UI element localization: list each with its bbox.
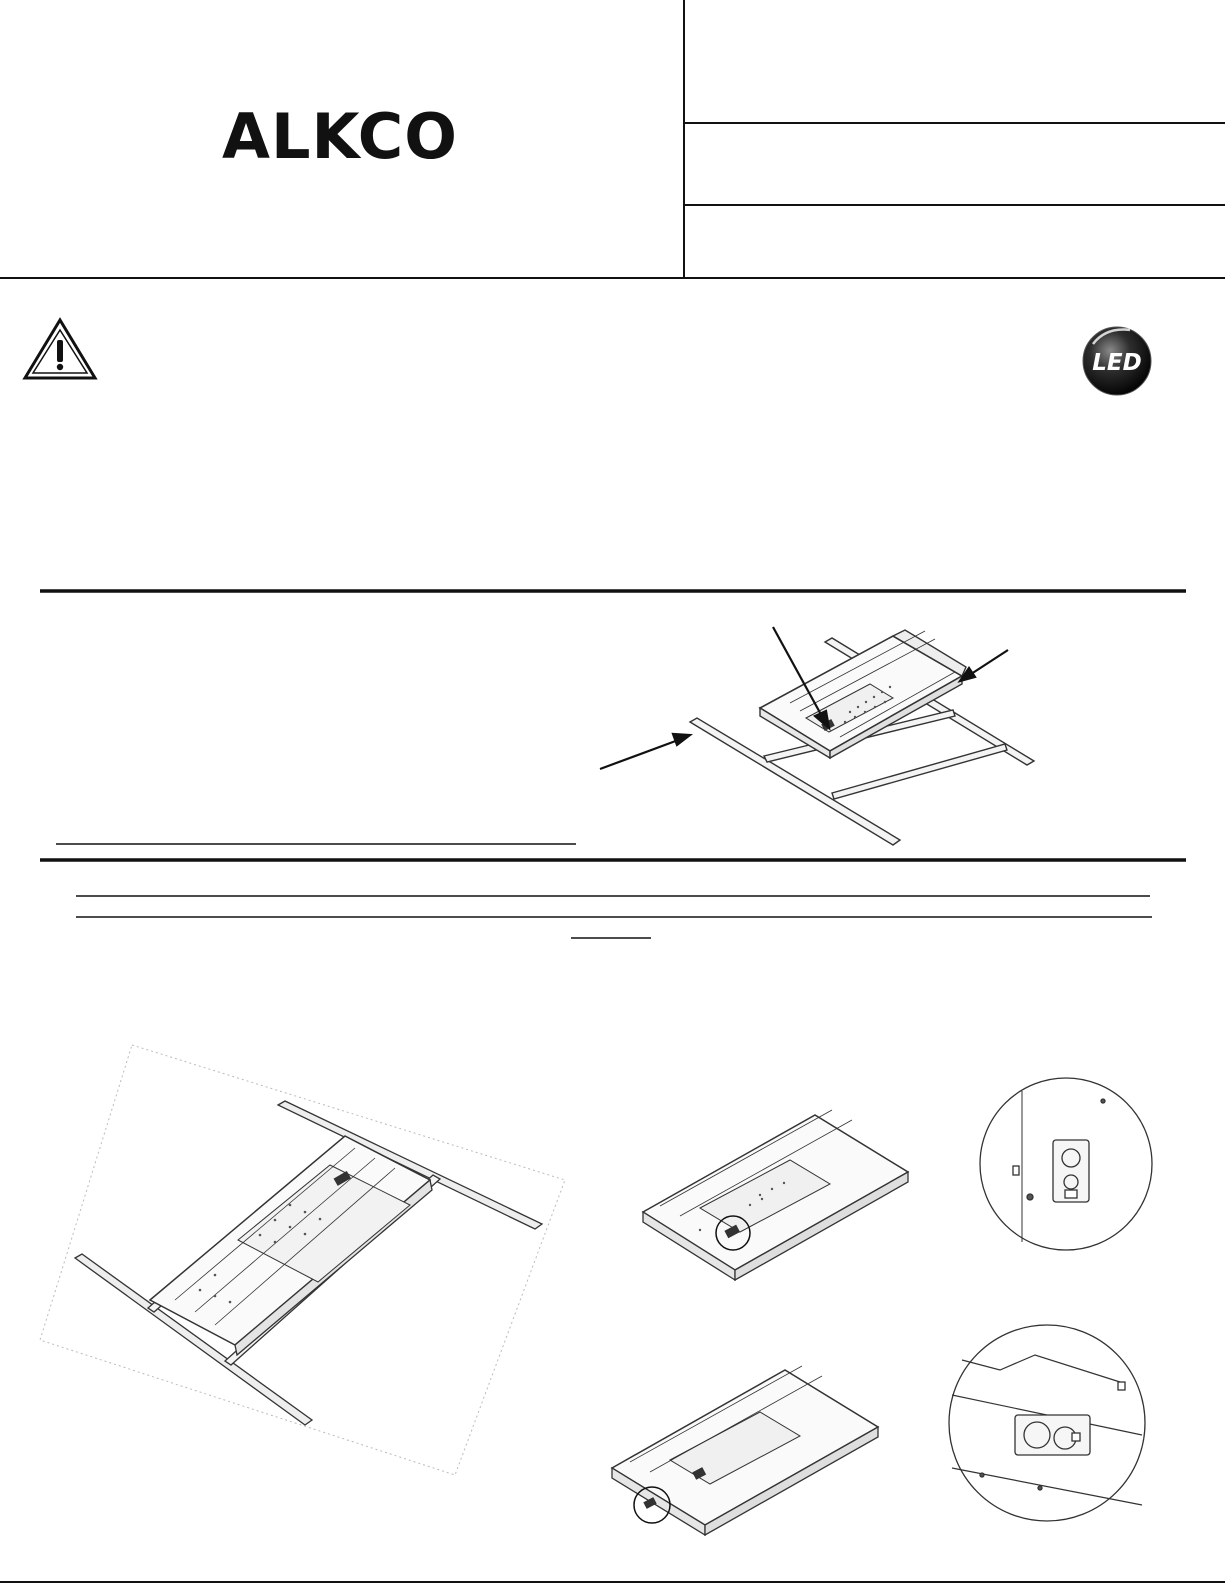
- end-switch-detail-circle: [949, 1325, 1145, 1521]
- fixture-switch-figure-a: [643, 1110, 908, 1280]
- large-install-figure: [40, 1045, 565, 1475]
- led-badge-label: LED: [1092, 350, 1142, 376]
- fixture-switch-figure-b: [612, 1366, 878, 1535]
- header-frame: [0, 0, 1225, 278]
- brand-name: ALKCO: [222, 100, 458, 173]
- switch-detail-circle: [980, 1078, 1152, 1250]
- led-badge-icon: [1083, 327, 1151, 395]
- warning-triangle-icon: [25, 320, 95, 378]
- fixture-grid-figure: [690, 630, 1034, 845]
